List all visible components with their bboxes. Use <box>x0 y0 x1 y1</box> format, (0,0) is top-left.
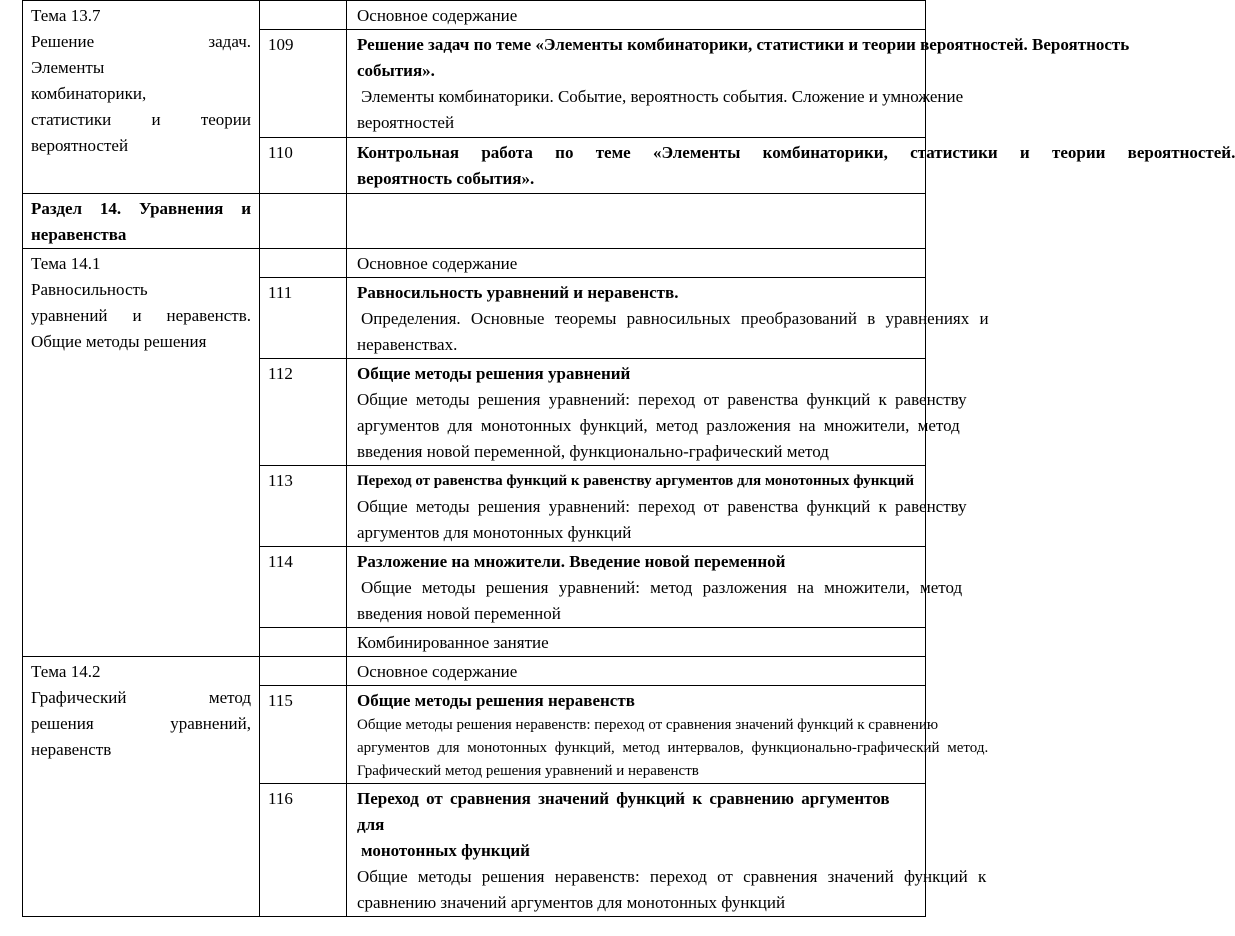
table-row <box>23 194 926 249</box>
lesson-content-116 <box>347 784 987 917</box>
lesson-title: монотонных функций <box>361 841 530 860</box>
lesson-text: введения новой переменной, функционально-графический метод <box>357 442 829 461</box>
lesson-number: 113 <box>260 466 347 547</box>
section-title: неравенства <box>31 225 127 244</box>
lesson-content-111 <box>347 278 989 359</box>
topic-cell-14-1 <box>23 249 260 657</box>
lesson-title: Равносильность уравнений и неравенств. <box>357 283 679 302</box>
table-row <box>23 1 926 30</box>
lesson-title: Общие методы решения неравенств <box>357 691 635 710</box>
lesson-content-113 <box>347 466 967 547</box>
lesson-title: Общие методы решения уравнений <box>357 364 631 383</box>
lesson-content-109 <box>347 30 1130 138</box>
lesson-text: сравнению значений аргументов для монотонных функций <box>357 893 786 912</box>
number-cell <box>260 657 347 686</box>
topic-cell-14-2 <box>23 657 260 917</box>
topic-desc-line: уравнений и неравенств. <box>31 306 251 325</box>
lesson-title: вероятность события». <box>357 169 535 188</box>
combined-lesson: Комбинированное занятие <box>347 628 926 657</box>
lesson-title: Переход от равенства функций к равенству аргументов для монотонных функций <box>357 473 914 489</box>
topic-desc-line: комбинаторики, <box>31 84 147 103</box>
lesson-content-112 <box>347 359 967 466</box>
lesson-content-110 <box>347 138 1235 194</box>
topic-desc-line: Решение задач. <box>31 32 251 51</box>
lesson-title: Контрольная работа по теме «Элементы комбинаторики, статистики и теории вероятностей. <box>357 143 1235 162</box>
lesson-content-115 <box>347 686 989 784</box>
lesson-number: 112 <box>260 359 347 466</box>
number-cell <box>260 194 347 249</box>
table-row <box>23 657 926 686</box>
lesson-text: вероятностей <box>357 113 455 132</box>
topic-title: Тема 14.1 <box>31 254 101 273</box>
section-cell <box>23 194 260 249</box>
content-header: Основное содержание <box>347 1 926 30</box>
lesson-text: аргументов для монотонных функций, метод разложения на множители, метод <box>357 416 960 435</box>
topic-desc-line: статистики и теории <box>31 110 251 129</box>
lesson-number: 115 <box>260 686 347 784</box>
topic-desc-line: решения уравнений, <box>31 714 251 733</box>
content-header: Основное содержание <box>347 657 926 686</box>
content-header: Основное содержание <box>347 249 926 278</box>
lesson-text: Элементы комбинаторики. Событие, вероятность события. Сложение и умножение <box>361 87 964 106</box>
lesson-text: введения новой переменной <box>357 604 561 623</box>
lesson-title: Решение задач по теме «Элементы комбинаторики, статистики и теории вероятностей. Вероятность <box>357 35 1130 54</box>
lesson-text: Общие методы решения неравенств: переход от сравнения значений функций к сравнению <box>357 717 939 733</box>
lesson-title: для <box>357 815 385 834</box>
lesson-number: 114 <box>260 547 347 628</box>
topic-title: Тема 14.2 <box>31 662 101 681</box>
content-cell <box>347 194 926 249</box>
lesson-number: 109 <box>260 30 347 138</box>
lesson-text: Определения. Основные теоремы равносильных преобразований в уравнениях и <box>361 309 989 328</box>
section-title: Раздел 14. Уравнения и <box>31 199 251 218</box>
topic-desc-line: Равносильность <box>31 280 148 299</box>
table-row <box>23 249 926 278</box>
lesson-text: Общие методы решения уравнений: переход от равенства функций к равенству <box>357 497 967 516</box>
lesson-text: аргументов для монотонных функций <box>357 523 632 542</box>
lesson-text: Общие методы решения уравнений: переход от равенства функций к равенству <box>357 390 967 409</box>
number-cell <box>260 1 347 30</box>
lesson-number: 110 <box>260 138 347 194</box>
lesson-title: Разложение на множители. Введение новой переменной <box>357 552 786 571</box>
topic-desc-line: Графический метод <box>31 688 251 707</box>
number-cell <box>260 249 347 278</box>
lesson-text: Общие методы решения уравнений: метод разложения на множители, метод <box>361 578 963 597</box>
lesson-text: Графический метод решения уравнений и неравенств <box>357 763 699 779</box>
topic-desc-line: вероятностей <box>31 136 129 155</box>
lesson-title: Переход от сравнения значений функций к сравнению аргументов <box>357 789 890 808</box>
number-cell <box>260 628 347 657</box>
lesson-number: 116 <box>260 784 347 917</box>
lesson-title: события». <box>357 61 435 80</box>
topic-desc-line: неравенств <box>31 740 112 759</box>
topic-title: Тема 13.7 <box>31 6 101 25</box>
lesson-text: аргументов для монотонных функций, метод интервалов, функционально-графический метод. <box>357 740 989 756</box>
topic-desc-line: Элементы <box>31 58 105 77</box>
lesson-text: Общие методы решения неравенств: переход от сравнения значений функций к <box>357 867 987 886</box>
lesson-number: 111 <box>260 278 347 359</box>
curriculum-table <box>22 0 1235 917</box>
topic-cell-13-7 <box>23 1 260 194</box>
lesson-content-114 <box>347 547 963 628</box>
lesson-text: неравенствах. <box>357 335 458 354</box>
topic-desc-line: Общие методы решения <box>31 332 207 351</box>
